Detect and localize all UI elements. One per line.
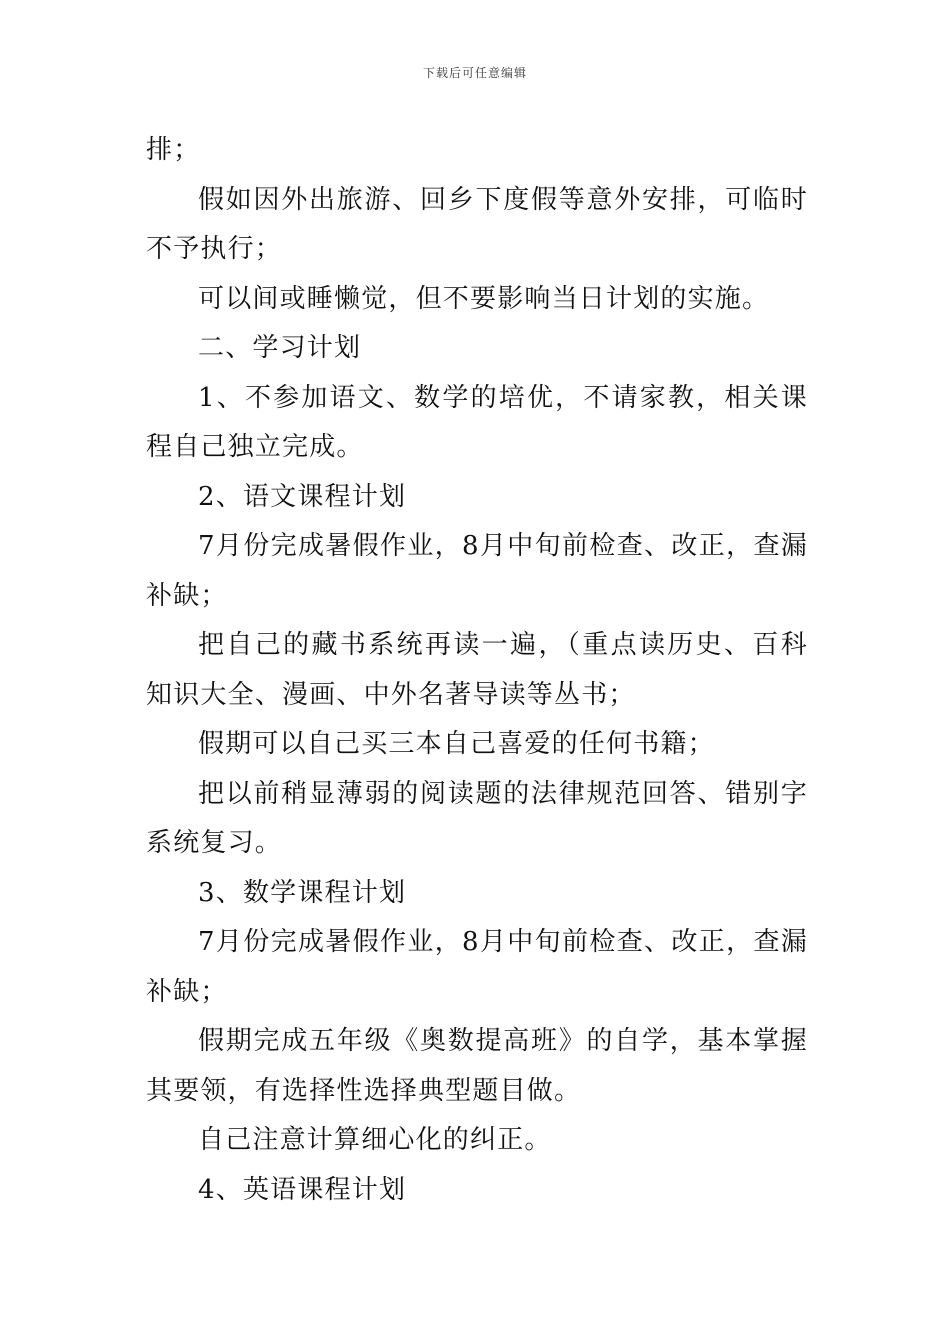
paragraph: 把以前稍显薄弱的阅读题的法律规范回答、错别字系统复习。 (146, 778, 808, 858)
subsection-heading: 2、语文课程计划 (198, 481, 407, 512)
paragraph: 排； (146, 135, 201, 165)
paragraph: 假期可以自己买三本自己喜爱的任何书籍； (198, 729, 715, 759)
paragraph: 1、不参加语文、数学的培优，不请家教，相关课程自己独立完成。 (146, 382, 808, 462)
section-heading: 二、学习计划 (198, 333, 362, 363)
paragraph: 假期完成五年级《奥数提高班》的自学，基本掌握其要领，有选择性选择典型题目做。 (146, 1026, 808, 1106)
subsection-heading: 4、英语课程计划 (198, 1174, 407, 1205)
paragraph: 7月份完成暑假作业，8月中旬前检查、改正，查漏补缺； (146, 531, 808, 611)
paragraph: 7月份完成暑假作业，8月中旬前检查、改正，查漏补缺； (146, 927, 808, 1007)
paragraph: 自己注意计算细心化的纠正。 (198, 1125, 552, 1155)
document-body (146, 126, 808, 1215)
paragraph: 假如因外出旅游、回乡下度假等意外安排，可临时不予执行； (146, 184, 808, 264)
paragraph: 可以间或睡懒觉，但不要影响当日计划的实施。 (198, 283, 770, 314)
paragraph: 把自己的藏书系统再读一遍，（重点读历史、百科知识大全、漫画、中外名著导读等丛书； (146, 630, 808, 710)
page-header: 下载后可任意编辑 (422, 66, 527, 80)
subsection-heading: 3、数学课程计划 (198, 877, 407, 908)
